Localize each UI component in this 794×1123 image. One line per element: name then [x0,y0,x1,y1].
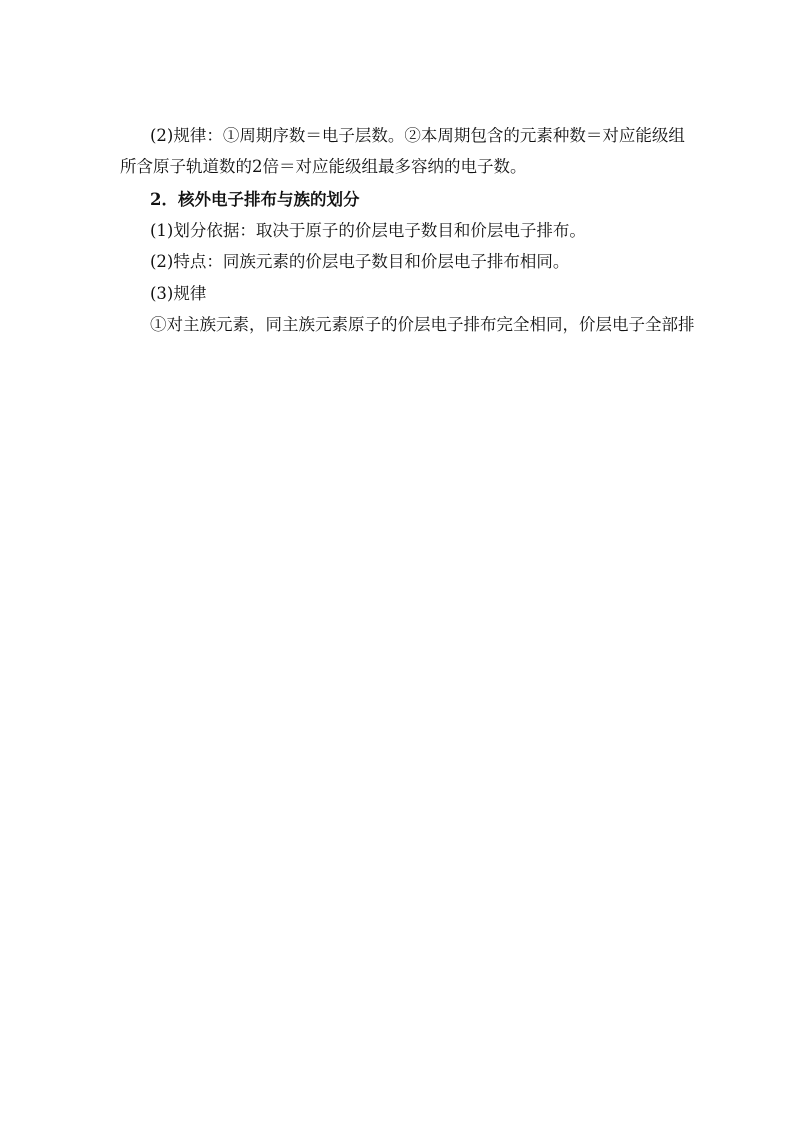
feature-line: (2)特点：同族元素的价层电子数目和价层电子排布相同。 [150,252,570,271]
rule-text-a: ①周期序数＝电子层数。②本周期包含的元素种数＝对应能级组 [222,126,685,145]
rule-label: (2)规律： [150,126,223,145]
rule-line-2: 所含原子轨道数的2倍＝对应能级组最多容纳的电子数。 [120,157,527,176]
main-group-line-1: ①对主族元素，同主族元素原子的价层电子排布完全相同，价层电子全部排 [150,315,695,334]
rule-line-1 [150,124,685,148]
section-title: 2．核外电子排布与族的划分 [150,190,360,209]
rule-heading: (3)规律 [150,284,207,303]
basis-line: (1)划分依据：取决于原子的价层电子数目和价层电子排布。 [150,221,586,240]
